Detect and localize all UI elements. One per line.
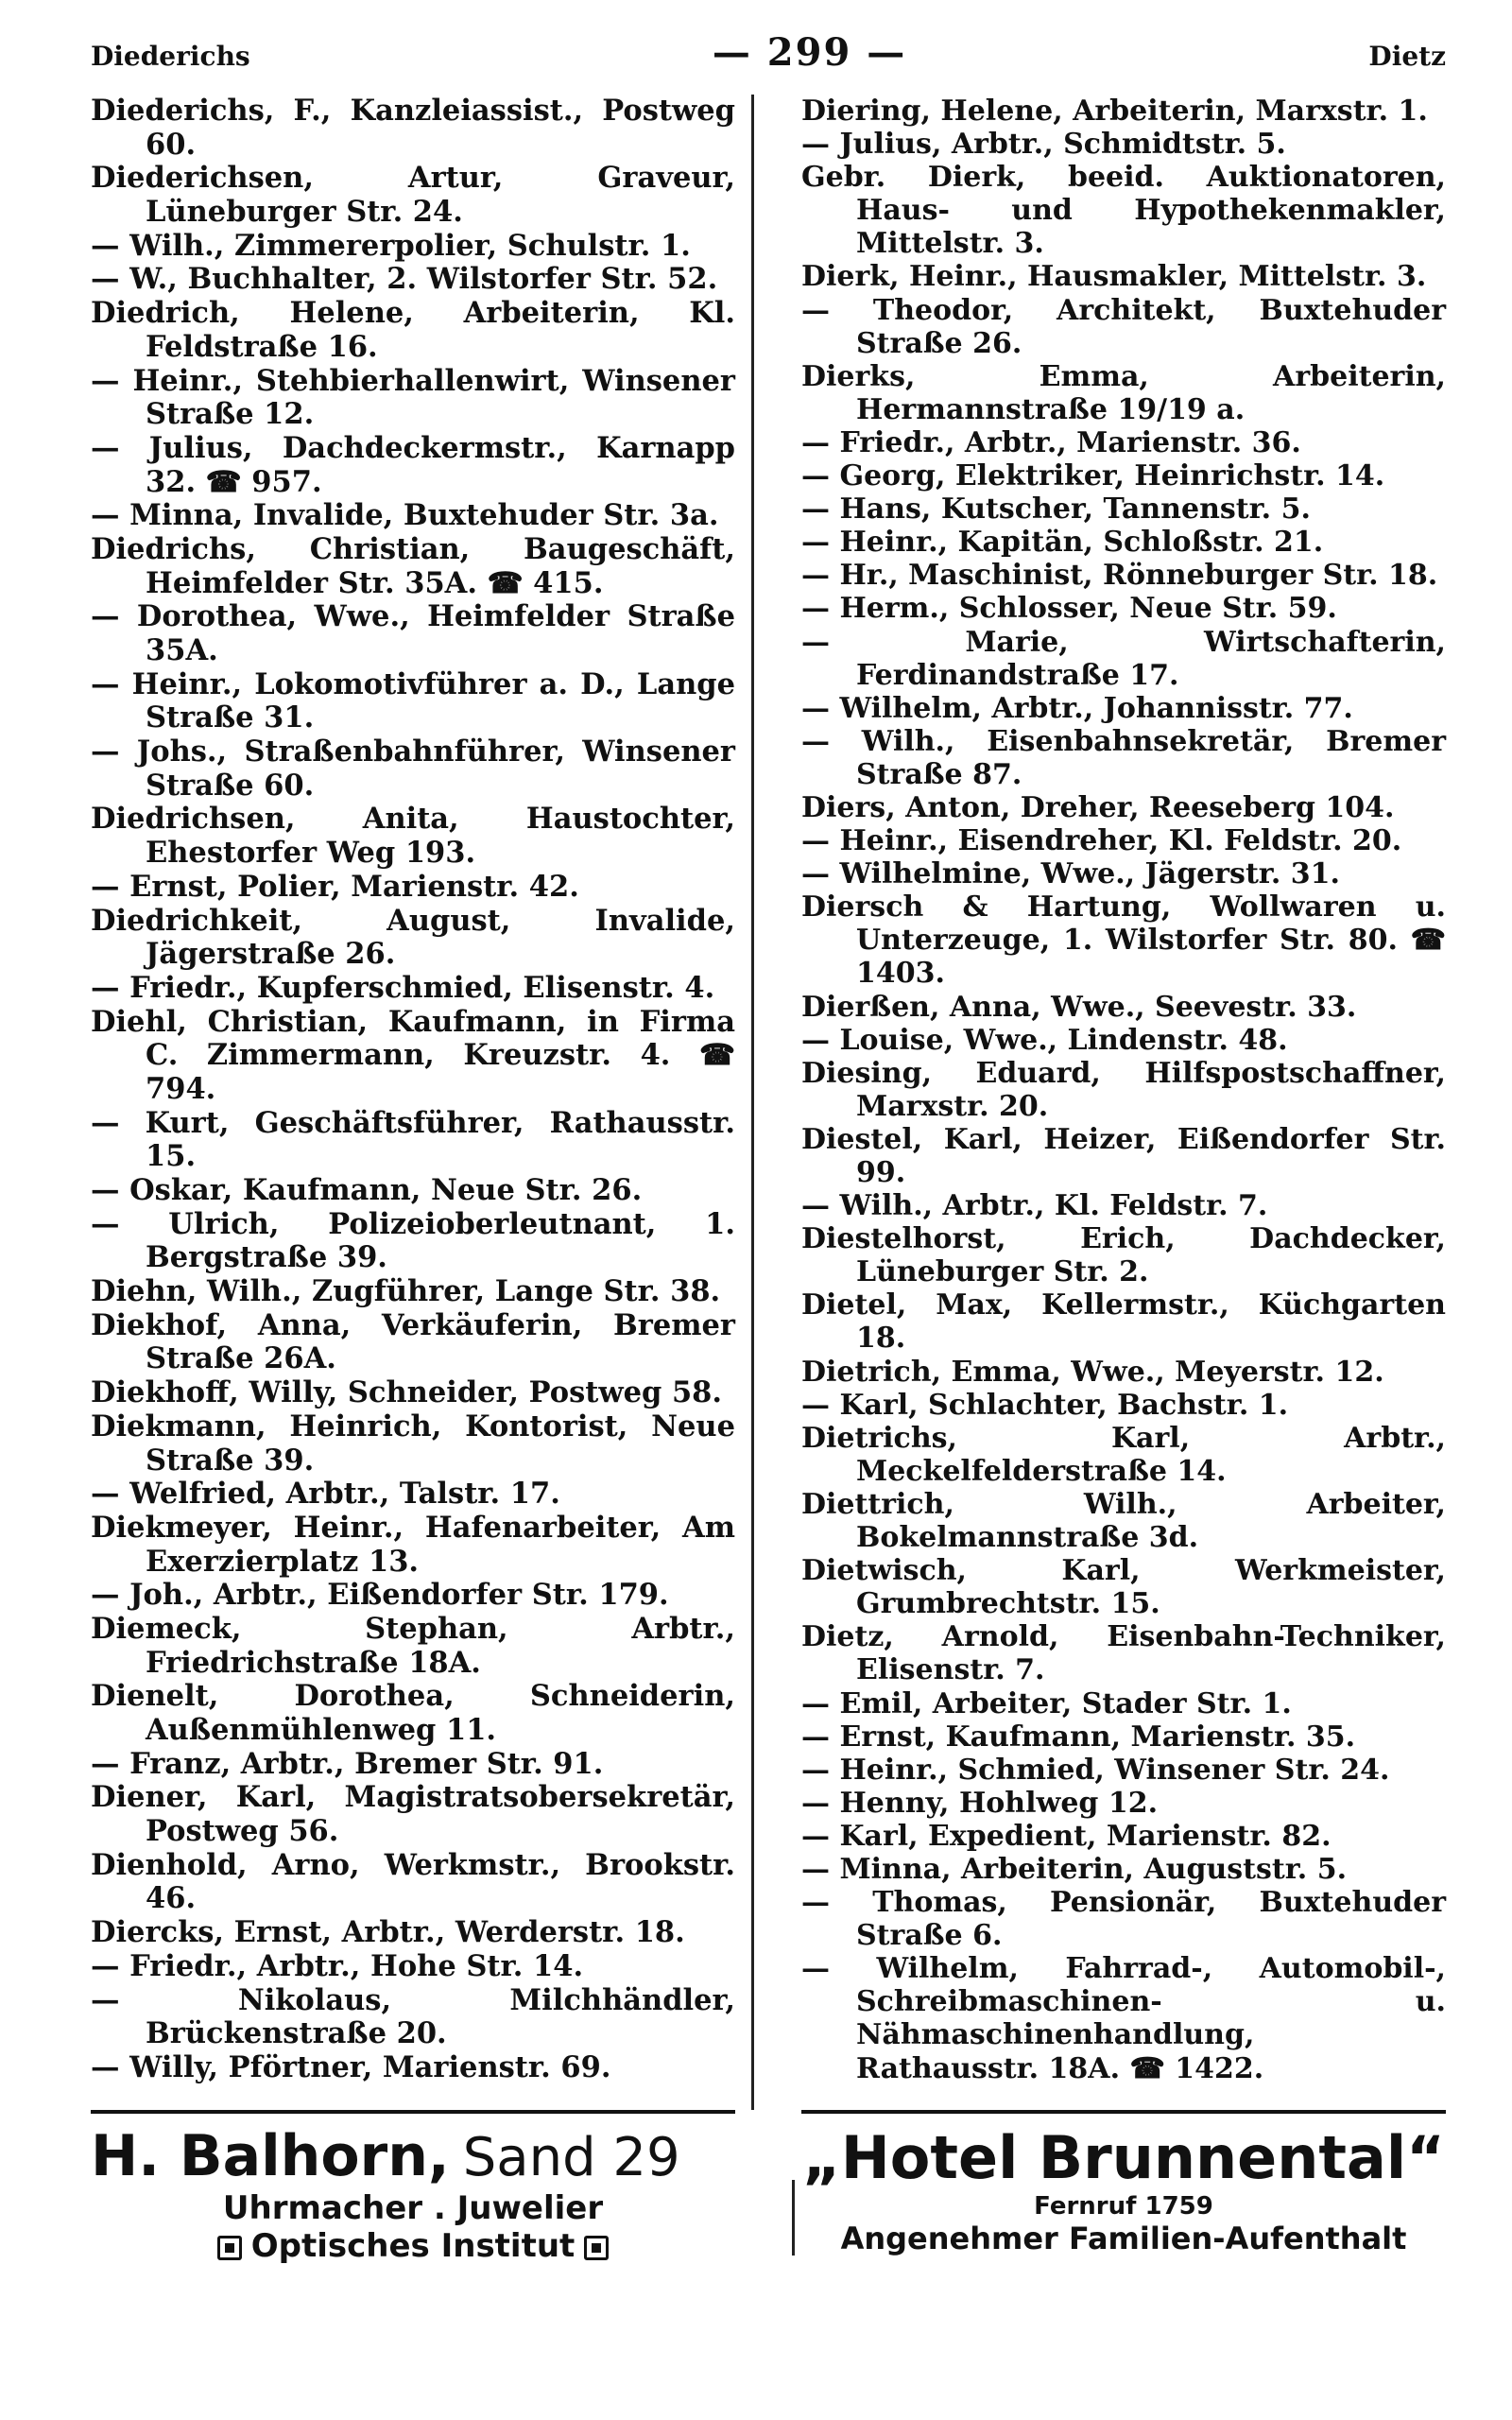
directory-entry: Dietrichs, Karl, Arbtr., Meckelfelderstraße 14. [801,1421,1446,1488]
directory-entry: Diehl, Christian, Kaufmann, in Firma C. Zimmermann, Kreuzstr. 4. ☎ 794. [91,1004,735,1106]
directory-entry: Diederichs, F., Kanzleiassist., Postweg 60. [91,94,735,162]
directory-entry: — Wilhelmine, Wwe., Jägerstr. 31. [801,857,1340,891]
directory-entry: — Friedr., Arbtr., Marienstr. 36. [801,425,1301,459]
directory-entry: Gebr. Dierk, beeid. Auktionatoren, Haus- und Hypothekenmakler, Mittelstr. 3. [801,161,1446,261]
ad-balhorn-optics-line [91,2227,735,2265]
directory-entry: — Kurt, Geschäftsführer, Rathausstr. 15. [91,1105,735,1174]
square-bullet-icon [584,2236,609,2260]
directory-entry: Diekmeyer, Heinr., Hafenarbeiter, Am Exerzierplatz 13. [91,1510,735,1579]
entry-columns [91,95,1446,2110]
directory-entry: — Wilhelm, Arbtr., Johannisstr. 77. [801,691,1353,725]
directory-entry: Dierks, Emma, Arbeiterin, Hermannstraße 19/19 a. [801,359,1446,426]
directory-entry: — Ulrich, Polizeioberleutnant, 1. Bergstraße 39. [91,1206,735,1275]
directory-entry: — Louise, Wwe., Lindenstr. 48. [801,1023,1288,1057]
directory-entry: Dierk, Heinr., Hausmakler, Mittelstr. 3. [801,260,1427,294]
header-right-catchword: Dietz [1368,41,1446,72]
directory-entry: — Wilh., Arbtr., Kl. Feldstr. 7. [801,1189,1268,1223]
directory-entry: — Henny, Hohlweg 12. [801,1786,1159,1820]
ad-balhorn-trade: Uhrmacher . Juwelier [222,2189,604,2227]
directory-entry: Dierßen, Anna, Wwe., Seevestr. 33. [801,990,1357,1024]
directory-entry: Diekhof, Anna, Verkäuferin, Bremer Straße 26A. [91,1307,735,1376]
ad-hotel-title: „Hotel Brunnental“ [802,2123,1445,2192]
directory-entry: Dienhold, Arno, Werkmstr., Brookstr. 46. [91,1847,735,1916]
directory-entry: Diedrich, Helene, Arbeiterin, Kl. Feldstraße 16. [91,296,735,364]
directory-entry: — Welfried, Arbtr., Talstr. 17. [91,1477,560,1512]
column-divider [751,95,754,2110]
directory-entry: — Oskar, Kaufmann, Neue Str. 26. [91,1173,643,1207]
directory-entry: — Joh., Arbtr., Eißendorfer Str. 179. [91,1578,669,1613]
directory-entry: — Dorothea, Wwe., Heimfelder Straße 35A. [91,599,735,667]
ad-hotel-brunnental [801,2110,1446,2265]
directory-entry: — Wilh., Zimmererpolier, Schulstr. 1. [91,228,691,263]
directory-entry: — Karl, Expedient, Marienstr. 82. [801,1819,1332,1853]
directory-entry: — Herm., Schlosser, Neue Str. 59. [801,592,1337,626]
ad-hotel-tagline: Angenehmer Familien-Aufenthalt [840,2221,1407,2256]
directory-entry: — Karl, Schlachter, Bachstr. 1. [801,1388,1289,1422]
directory-entry: — Wilhelm, Fahrrad-, Automobil-, Schreibmaschinen- u. Nähmaschinenhandlung, Rathausstr. 18A. ☎ 1422. [801,1952,1446,2085]
left-column [91,95,735,2110]
ad-hotel-phone: Fernruf 1759 [1034,2192,1213,2221]
directory-entry: — Marie, Wirtschafterin, Ferdinandstraße 17. [801,625,1446,692]
directory-entry: — Heinr., Kapitän, Schloßstr. 21. [801,526,1324,560]
directory-entry: Diesing, Eduard, Hilfspostschaffner, Marxstr. 20. [801,1056,1446,1123]
directory-entry: — Wilh., Eisenbahnsekretär, Bremer Straße 87. [801,724,1446,791]
directory-entry: — Heinr., Lokomotivführer a. D., Lange Straße 31. [91,666,735,735]
advertisements [91,2110,1446,2265]
square-bullet-icon [217,2236,242,2260]
directory-entry: — Hans, Kutscher, Tannenstr. 5. [801,493,1311,527]
directory-entry: Diercks, Ernst, Arbtr., Werderstr. 18. [91,1915,685,1950]
directory-entry: — Friedr., Kupferschmied, Elisenstr. 4. [91,970,715,1005]
directory-entry: Diers, Anton, Dreher, Reeseberg 104. [801,790,1395,824]
directory-entry: — Minna, Arbeiterin, Auguststr. 5. [801,1852,1348,1886]
directory-entry: — Heinr., Eisendreher, Kl. Feldstr. 20. [801,824,1402,858]
directory-entry: — Ernst, Polier, Marienstr. 42. [91,869,579,904]
ad-balhorn-optics: Optisches Institut [250,2227,576,2265]
directory-entry: — Franz, Arbtr., Bremer Str. 91. [91,1746,604,1781]
directory-entry: Diedrichsen, Anita, Haustochter, Ehestorfer Weg 193. [91,802,735,871]
directory-entry: Diering, Helene, Arbeiterin, Marxstr. 1. [801,95,1428,128]
directory-entry: — Friedr., Arbtr., Hohe Str. 14. [91,1948,584,1983]
directory-entry: Diekmann, Heinrich, Kontorist, Neue Straße 39. [91,1409,735,1478]
directory-entry: — Willy, Pförtner, Marienstr. 69. [91,2049,611,2084]
page-number: — 299 — [712,30,907,75]
running-header [91,30,1446,95]
directory-entry: — Thomas, Pensionär, Buxtehuder Straße 6. [801,1886,1446,1953]
directory-entry: Diersch & Hartung, Wollwaren u. Unterzeuge, 1. Wilstorfer Str. 80. ☎ 1403. [801,890,1446,991]
ad-balhorn [91,2110,735,2265]
ad-balhorn-address: Sand 29 [462,2127,680,2188]
directory-entry: Diemeck, Stephan, Arbtr., Friedrichstraße 18A. [91,1611,735,1680]
directory-entry: Diettrich, Wilh., Arbeiter, Bokelmannstraße 3d. [801,1487,1446,1555]
directory-entry: Diehn, Wilh., Zugführer, Lange Str. 38. [91,1274,721,1309]
directory-entry: — Nikolaus, Milchhändler, Brückenstraße 20. [91,1982,735,2051]
directory-entry: Dietz, Arnold, Eisenbahn-Techniker, Elisenstr. 7. [801,1620,1446,1687]
directory-entry: — Johs., Straßenbahnführer, Winsener Straße 60. [91,735,735,803]
right-column [801,95,1446,2110]
directory-entry: — Ernst, Kaufmann, Marienstr. 35. [801,1720,1356,1754]
directory-entry: — Heinr., Stehbierhallenwirt, Winsener Straße 12. [91,363,735,432]
directory-entry: — Emil, Arbeiter, Stader Str. 1. [801,1686,1292,1720]
header-left-catchword: Diederichs [91,41,250,72]
directory-entry: Dietel, Max, Kellermstr., Küchgarten 18. [801,1288,1446,1356]
directory-entry: — Minna, Invalide, Buxtehuder Str. 3a. [91,498,719,533]
directory-entry: Diedrichkeit, August, Invalide, Jägerstraße 26. [91,903,735,972]
directory-entry: Diedrichs, Christian, Baugeschäft, Heimfelder Str. 35A. ☎ 415. [91,531,735,600]
directory-entry: — Julius, Arbtr., Schmidtstr. 5. [801,128,1286,162]
directory-entry: — Heinr., Schmied, Winsener Str. 24. [801,1753,1390,1787]
directory-entry: Dietrich, Emma, Wwe., Meyerstr. 12. [801,1355,1384,1389]
directory-entry: Diestel, Karl, Heizer, Eißendorfer Str. 99. [801,1122,1446,1189]
directory-entry: — Hr., Maschinist, Rönneburger Str. 18. [801,559,1438,593]
ad-divider [792,2180,795,2256]
directory-entry: Diestelhorst, Erich, Dachdecker, Lüneburger Str. 2. [801,1222,1446,1289]
directory-entry: Diener, Karl, Magistratsobersekretär, Postweg 56. [91,1780,735,1849]
directory-entry: Dienelt, Dorothea, Schneiderin, Außenmühlenweg 11. [91,1679,735,1747]
directory-entry: Diekhoff, Willy, Schneider, Postweg 58. [91,1375,723,1410]
directory-entry: — Julius, Dachdeckermstr., Karnapp 32. ☎ 957. [91,430,735,499]
directory-entry: Dietwisch, Karl, Werkmeister, Grumbrechtstr. 15. [801,1554,1446,1621]
directory-entry: Diederichsen, Artur, Graveur, Lüneburger Str. 24. [91,161,735,230]
ad-balhorn-name: H. Balhorn, [91,2123,450,2189]
directory-entry: — Theodor, Architekt, Buxtehuder Straße 26. [801,293,1446,360]
directory-entry: — Georg, Elektriker, Heinrichstr. 14. [801,459,1385,493]
directory-entry: — W., Buchhalter, 2. Wilstorfer Str. 52. [91,262,718,297]
